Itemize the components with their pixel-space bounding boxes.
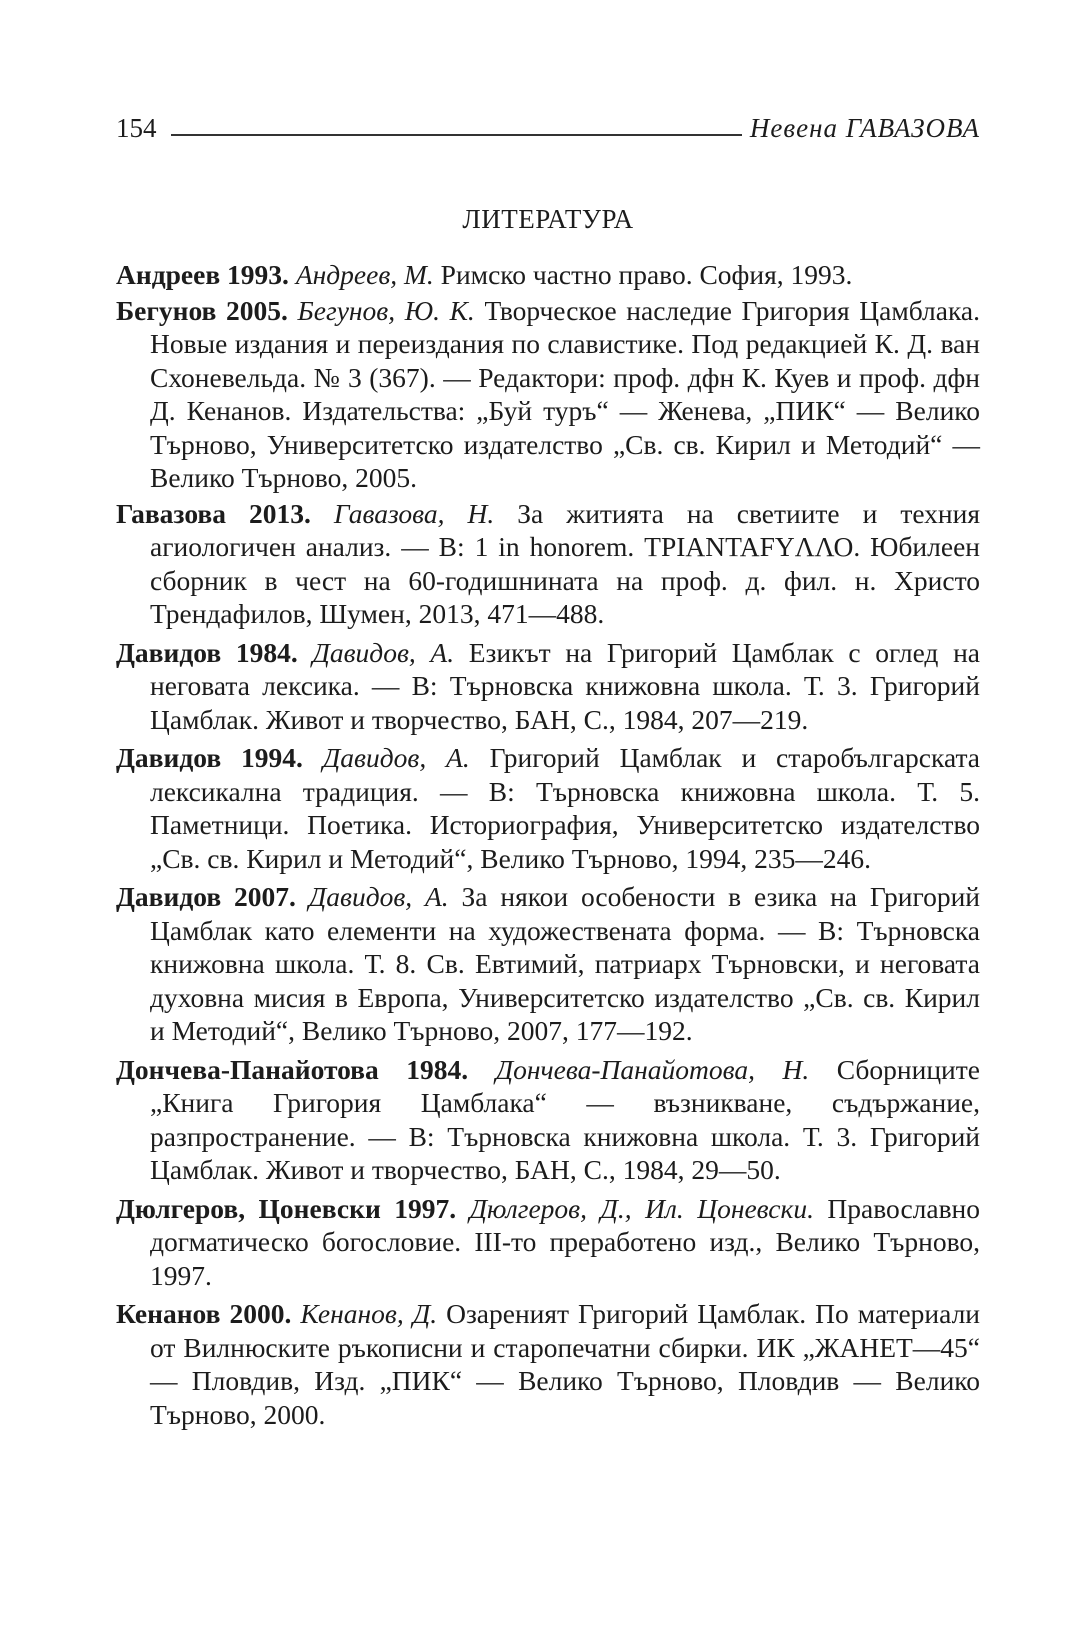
reference-key: Андреев 1993. [116, 259, 289, 290]
reference-text: Римско частно право. София, 1993. [440, 259, 853, 290]
reference-text: За житията на светиите и техния агиологичен анализ. — В: 1 in honorem. ΤΡΙΑΝΤΑFYΛΛΟ. Юбилеен сборник в чест на 60-годишнината на проф. д. фил. н. Христо Трендафилов, Шумен, 2013, 471—488. [150, 497, 981, 629]
header-rule [171, 134, 742, 136]
reference-text: Озареният Григорий Цамблак. По материали от Вилнюските ръкописни и старопечатни сбирки. ИК „ЖАНЕТ—45“ — Пловдив, Изд. „ПИК“ — Велико Търново, Пловдив — Велико Търново, 2000. [150, 1298, 981, 1430]
reference-entry [116, 1192, 980, 1293]
reference-author: Бегунов, Ю. К. [297, 294, 475, 326]
reference-author: Дончева-Панайотова, Н. [495, 1053, 810, 1085]
reference-key: Бегунов 2005. [116, 294, 288, 326]
reference-entry [116, 880, 980, 1048]
reference-entry [116, 741, 980, 875]
reference-text: Езикът на Григорий Цамблак с оглед на неговата лексика. — В: Търновска книжовна школа. Т. 3. Григорий Цамблак. Живот и творчество, БАН, С., 1984, 207—219. [150, 636, 980, 735]
running-head: Невена ГАВАЗОВА [749, 113, 980, 143]
reference-entry [116, 497, 980, 631]
reference-key: Кенанов 2000. [116, 1298, 292, 1329]
reference-entry [116, 636, 980, 737]
page-number: 154 [116, 113, 157, 143]
reference-text: Творческое наследие Григория Цамблака. Новые издания и переиздания по славистике. Под редакцией К. Д. ван Схоневельда. № 3 (367). — Редактори: проф. дфн К. Куев и проф. дфн Д. Кенанов. Издательства: „Буй туръ“ — Женева, „ПИК“ — Велико Търново, Университетско издателство „Св. св. Кирил и Методий“ — Велико Търново, 2005. [150, 294, 981, 493]
reference-author: Андреев, М. [295, 259, 434, 290]
reference-author: Кенанов, Д. [300, 1298, 438, 1329]
reference-entry [116, 1297, 980, 1431]
reference-key: Дончева-Панайотова 1984. [116, 1053, 469, 1085]
reference-text: За някои особености в езика на Григорий Цамблак като елементи на художествената форма. — В: Търновска книжовна школа. Т. 8. Св. Евтимий, патриарх Търновски, и неговата духовна мисия в Европа, Университетско издателство „Св. св. Кирил и Методий“, Велико Търново, 2007, 177—192. [150, 881, 981, 1046]
reference-author: Давидов, А. [308, 881, 449, 912]
reference-author: Гавазова, Н. [333, 497, 495, 529]
reference-entry [116, 258, 980, 292]
reference-text: Сборниците „Книга Григория Цамблака“ — възникване, съдържание, разпространение. — В: Търновска книжовна школа. Т. 3. Григорий Цамблак. Живот и творчество, БАН, С., 1984, 29—50. [150, 1053, 980, 1185]
reference-key: Дюлгеров, Цоневски 1997. [116, 1192, 457, 1224]
page-header [116, 106, 980, 142]
reference-entry [116, 1053, 980, 1187]
reference-key: Гавазова 2013. [116, 497, 311, 529]
reference-key: Давидов 2007. [116, 881, 296, 912]
reference-text: Григорий Цамблак и старобългарската лексикална традиция. — В: Търновска книжовна школа. Т. 5. Паметници. Поетика. Историография, Университетско издателство „Св. св. Кирил и Методий“, Велико Търново, 1994, 235—246. [150, 742, 981, 874]
reference-key: Давидов 1984. [116, 636, 298, 668]
section-title: ЛИТЕРАТУРА [462, 204, 634, 234]
reference-key: Давидов 1994. [116, 742, 303, 773]
reference-text: Православно догматическо богословие. III-то преработено изд., Велико Търново, 1997. [150, 1192, 981, 1291]
reference-author: Давидов, А. [322, 742, 470, 773]
reference-entry [116, 294, 980, 495]
reference-author: Давидов, А. [312, 636, 455, 668]
reference-list [116, 258, 980, 1433]
reference-author: Дюлгеров, Д., Ил. Цоневски. [469, 1192, 814, 1224]
